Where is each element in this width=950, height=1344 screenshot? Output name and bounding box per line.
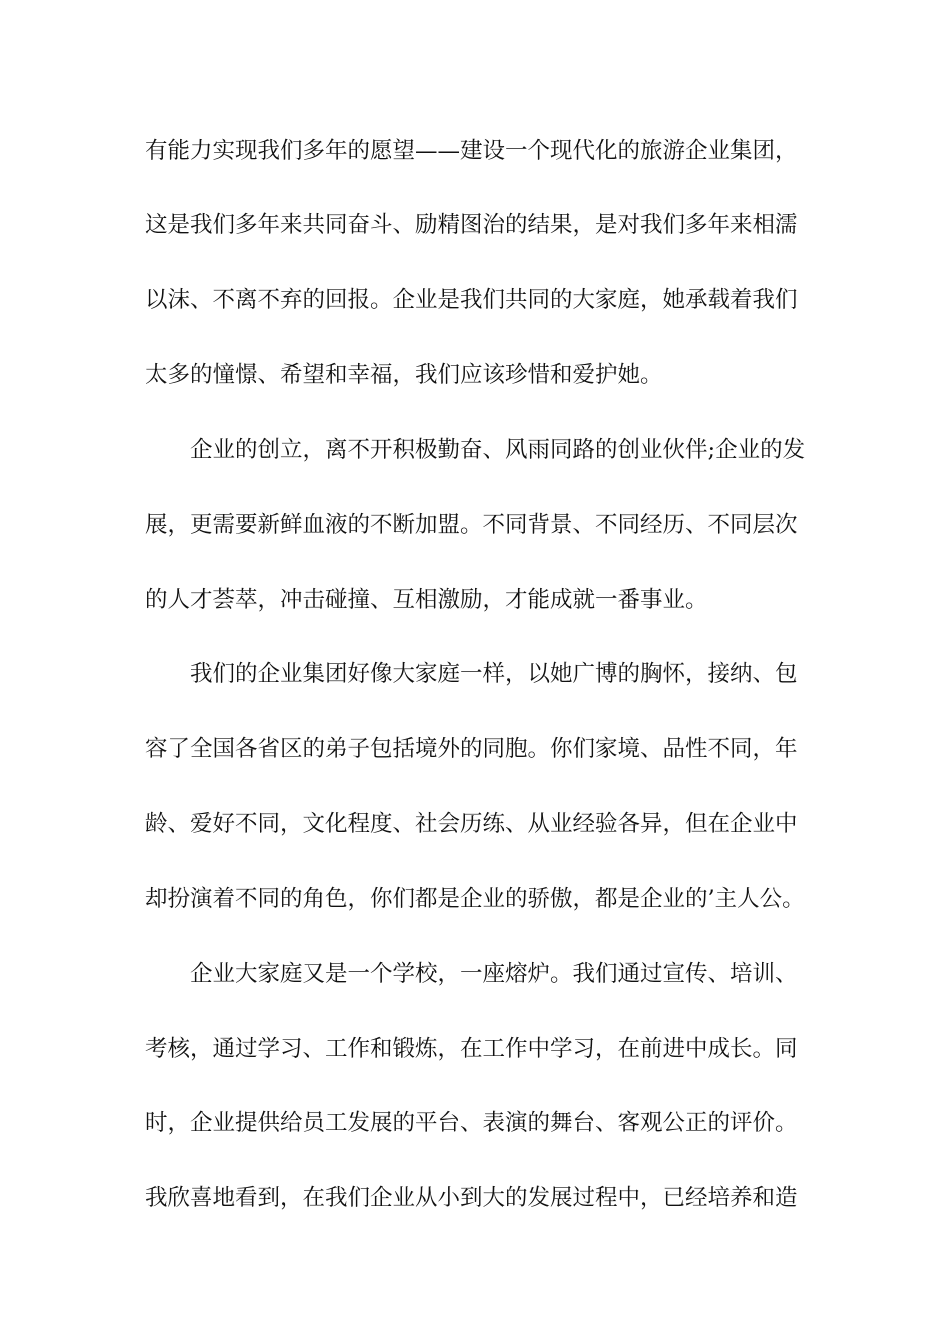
text-line: 这是我们多年来共同奋斗、励精图治的结果，是对我们多年来相濡 xyxy=(145,212,798,238)
paragraph-first-line: 我们的企业集团好像大家庭一样，以她广博的胸怀，接纳、包 xyxy=(190,661,798,687)
paragraph-first-line: 企业的创立，离不开积极勤奋、风雨同路的创业伙伴;企业的发 xyxy=(190,437,806,463)
text-line: 以沫、不离不弃的回报。企业是我们共同的大家庭，她承载着我们 xyxy=(145,287,798,313)
text-line: 却扮演着不同的角色，你们都是企业的骄傲，都是企业的’主人公。 xyxy=(145,886,805,912)
text-line: 龄、爱好不同，文化程度、社会历练、从业经验各异，但在企业中 xyxy=(145,811,798,837)
text-line: 太多的憧憬、希望和幸福，我们应该珍惜和爱护她。 xyxy=(145,362,663,388)
text-line: 展，更需要新鲜血液的不断加盟。不同背景、不同经历、不同层次 xyxy=(145,512,798,538)
text-line: 有能力实现我们多年的愿望——建设一个现代化的旅游企业集团， xyxy=(145,138,798,164)
text-line: 我欣喜地看到，在我们企业从小到大的发展过程中，已经培养和造 xyxy=(145,1185,798,1211)
paragraph-first-line: 企业大家庭又是一个学校，一座熔炉。我们通过宣传、培训、 xyxy=(190,961,798,987)
text-line: 考核，通过学习、工作和锻炼，在工作中学习，在前进中成长。同 xyxy=(145,1036,798,1062)
text-line: 容了全国各省区的弟子包括境外的同胞。你们家境、品性不同，年 xyxy=(145,736,798,762)
text-line: 的人才荟萃，冲击碰撞、互相激励，才能成就一番事业。 xyxy=(145,587,708,613)
text-line: 时，企业提供给员工发展的平台、表演的舞台、客观公正的评价。 xyxy=(145,1110,798,1136)
